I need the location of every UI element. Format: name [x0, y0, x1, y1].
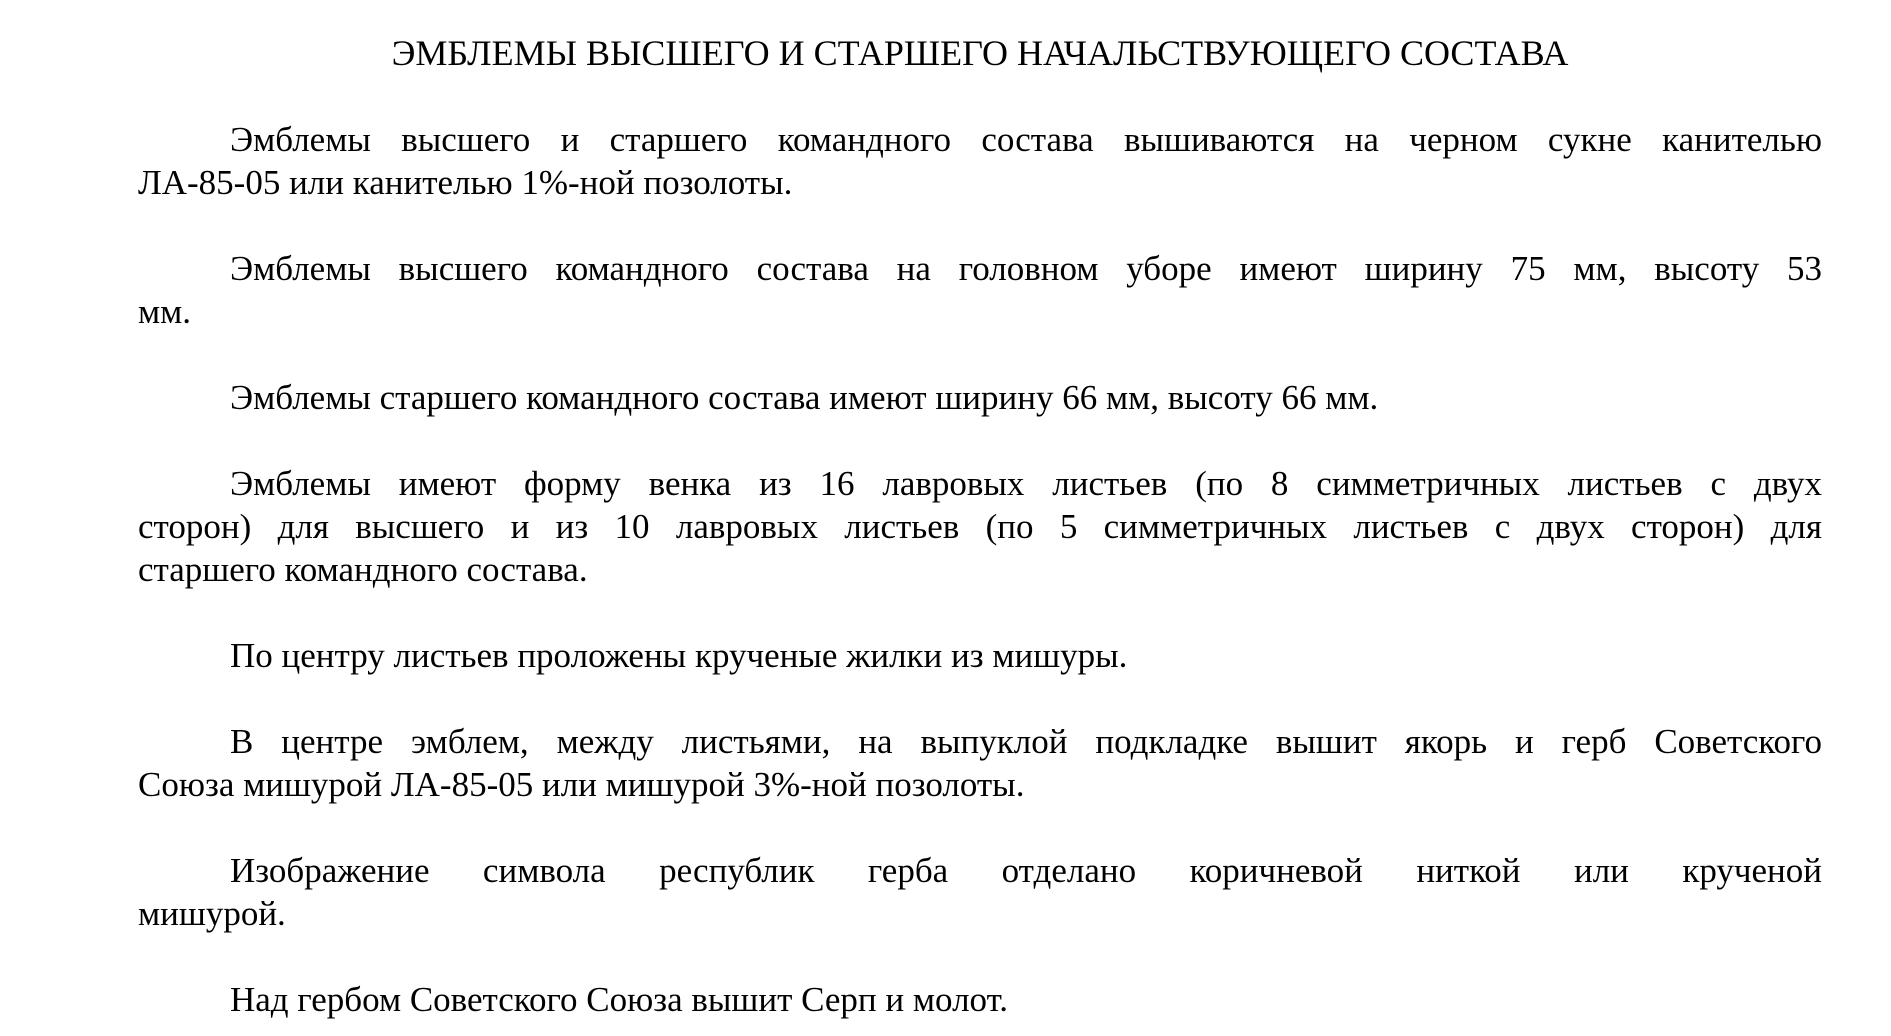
- paragraph: [138, 978, 1822, 1021]
- paragraph-line: ЛА-85-05 или канителью 1%-ной позолоты.: [138, 163, 793, 202]
- paragraph-line: По центру листьев проложены крученые жилки из мишуры.: [230, 636, 1128, 675]
- paragraph-line: Над гербом Советского Союза вышит Серп и молот.: [230, 980, 1008, 1019]
- paragraph: [138, 118, 1822, 204]
- paragraph-line: Эмблемы высшего и старшего командного состава вышиваются на черном сукне канителью: [230, 120, 1822, 159]
- paragraph-line: старшего командного состава.: [138, 550, 588, 589]
- paragraph-line: Союза мишурой ЛА-85-05 или мишурой 3%-ной позолоты.: [138, 765, 1025, 804]
- document-title: ЭМБЛЕМЫ ВЫСШЕГО И СТАРШЕГО НАЧАЛЬСТВУЮЩЕГО СОСТАВА: [391, 33, 1569, 73]
- paragraph-line: Эмблемы высшего командного состава на головном уборе имеют ширину 75 мм, высоту 53: [230, 249, 1822, 288]
- paragraph-line: Эмблемы старшего командного состава имеют ширину 66 мм, высоту 66 мм.: [230, 378, 1379, 417]
- paragraph: [138, 634, 1822, 677]
- paragraph-line: Изображение символа республик герба отделано коричневой ниткой или крученой: [230, 851, 1822, 890]
- paragraph-line: сторон) для высшего и из 10 лавровых листьев (по 5 симметричных листьев с двух сторон) для: [138, 507, 1822, 546]
- paragraph-line: В центре эмблем, между листьями, на выпуклой подкладке вышит якорь и герб Советского: [230, 722, 1822, 761]
- paragraph-line: Эмблемы имеют форму венка из 16 лавровых листьев (по 8 симметричных листьев с двух: [230, 464, 1822, 503]
- paragraph: [138, 720, 1822, 806]
- paragraph-line: мишурой.: [138, 894, 286, 933]
- paragraph: [138, 849, 1822, 935]
- paragraph: [138, 376, 1822, 419]
- paragraph-line: мм.: [138, 292, 192, 331]
- paragraph: [138, 247, 1822, 333]
- paragraph: [138, 462, 1822, 591]
